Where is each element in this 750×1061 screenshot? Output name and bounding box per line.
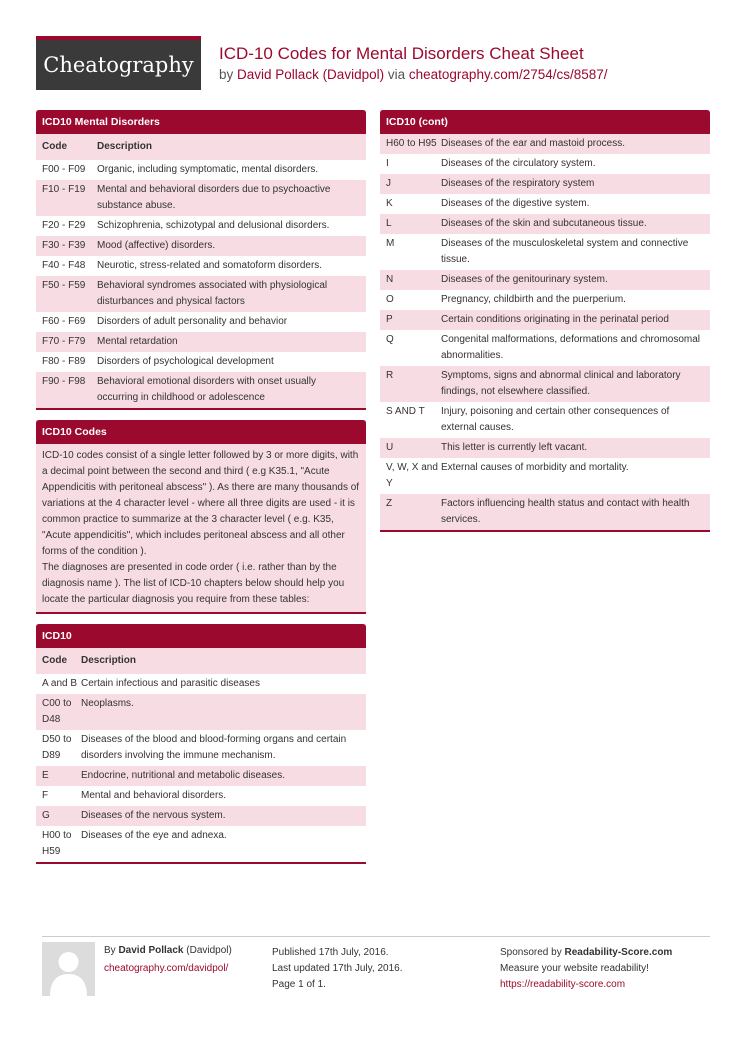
codes-paragraph-1: ICD-10 codes consist of a single letter followed by 3 or more digits, with a decimal point between the second and third ( e.g K35.1, "Acute Appendicitis with peritoneal abscess" ). As there are many thousands of variations at the 4 character level - where all three digits are used - it is common practice to summarize at the 3 character level ( e.g. K35, "Acute appendicitis", which includes peritoneal abscess and all other forms of the condition ).	[42, 450, 360, 557]
table-row	[380, 154, 710, 174]
row-description: Injury, poisoning and certain other consequences of external causes.	[441, 406, 670, 433]
row-code: I	[386, 158, 389, 169]
row-code: M	[386, 238, 395, 249]
section-title: ICD10 Codes	[36, 420, 366, 444]
table-row	[36, 766, 366, 786]
row-description: Behavioral syndromes associated with physiological disturbances and physical factors	[97, 280, 328, 307]
row-code: J	[386, 178, 391, 189]
table-row	[380, 214, 710, 234]
row-code: G	[42, 810, 50, 821]
codes-paragraph-2: The diagnoses are presented in code order ( i.e. rather than by the diagnosis name ). The list of ICD-10 chapters below should help you locate the particular diagnosis you require from these tables:	[42, 562, 345, 605]
row-code: P	[386, 314, 393, 325]
byline	[219, 67, 608, 82]
footer-author-name: David Pollack	[118, 945, 184, 956]
section-mental-disorders	[36, 110, 366, 410]
row-code: F80 - F89	[42, 356, 86, 367]
row-code: O	[386, 294, 394, 305]
row-code: F00 - F09	[42, 164, 86, 175]
table-row	[380, 134, 710, 154]
row-code: F60 - F69	[42, 316, 86, 327]
row-code: A and B	[42, 678, 78, 689]
row-description: Mood (affective) disorders.	[97, 240, 216, 251]
section-title: ICD10 Mental Disorders	[36, 110, 366, 134]
table-row	[380, 330, 710, 366]
table-header	[36, 648, 366, 674]
row-description: Neoplasms.	[81, 698, 134, 709]
byline-via: via	[387, 67, 406, 82]
row-description: Behavioral emotional disorders with onset usually occurring in childhood or adolescence	[97, 376, 317, 403]
row-description: Diseases of the skin and subcutaneous tissue.	[441, 218, 647, 229]
table-row	[36, 352, 366, 372]
row-description: This letter is currently left vacant.	[441, 442, 588, 453]
updated-date: Last updated 17th July, 2016.	[272, 963, 403, 974]
sponsor-prefix: Sponsored by	[500, 947, 562, 958]
row-description: Schizophrenia, schizotypal and delusional disorders.	[97, 220, 330, 231]
row-code: K	[386, 198, 393, 209]
cont-rows	[380, 134, 710, 530]
table-row	[36, 786, 366, 806]
row-description: Diseases of the circulatory system.	[441, 158, 596, 169]
section-icd10-codes	[36, 420, 366, 614]
table-row	[380, 194, 710, 214]
table-row	[36, 826, 366, 862]
row-code: F	[42, 790, 49, 801]
row-code: R	[386, 370, 394, 381]
table-row	[380, 290, 710, 310]
row-description: Diseases of the ear and mastoid process.	[441, 138, 625, 149]
sponsor-tagline: Measure your website readability!	[500, 963, 649, 974]
sponsor-name: Readability-Score.com	[564, 947, 673, 958]
sponsor-link[interactable]: https://readability-score.com	[500, 979, 626, 990]
row-code: Q	[386, 334, 394, 345]
table-row	[380, 494, 710, 530]
footer-by-label: By	[104, 945, 116, 956]
footer-author-handle: (Davidpol)	[186, 945, 232, 956]
row-code: F50 - F59	[42, 280, 86, 291]
table-row	[380, 366, 710, 402]
left-column	[36, 110, 366, 874]
row-description: Diseases of the musculoskeletal system and connective tissue.	[441, 238, 689, 265]
footer-divider	[42, 936, 710, 937]
table-row	[36, 276, 366, 312]
row-code: Z	[386, 498, 393, 509]
table-row	[380, 402, 710, 438]
row-code: C00 to D48	[42, 698, 72, 725]
row-code: V, W, X and Y	[386, 462, 438, 489]
col-desc-header: Description	[97, 141, 153, 152]
row-description: Mental retardation	[97, 336, 178, 347]
row-description: Mental and behavioral disorders due to psychoactive substance abuse.	[97, 184, 331, 211]
footer-sponsor	[500, 945, 672, 993]
row-description: Diseases of the respiratory system	[441, 178, 595, 189]
row-description: Certain conditions originating in the perinatal period	[441, 314, 669, 325]
row-code: D50 to D89	[42, 734, 72, 761]
row-code: H60 to H95	[386, 138, 437, 149]
row-description: Pregnancy, childbirth and the puerperium.	[441, 294, 626, 305]
icd-rows	[36, 674, 366, 862]
row-description: Diseases of the nervous system.	[81, 810, 226, 821]
col-desc-header: Description	[81, 655, 137, 666]
col-code-header: Code	[42, 655, 67, 666]
table-row	[380, 234, 710, 270]
table-row	[380, 438, 710, 458]
row-description: Diseases of the blood and blood-forming organs and certain disorders involving the immune mechanism.	[81, 734, 347, 761]
table-row	[36, 674, 366, 694]
row-description: Mental and behavioral disorders.	[81, 790, 227, 801]
footer-author-link[interactable]: cheatography.com/davidpol/	[104, 963, 229, 974]
table-row	[36, 216, 366, 236]
table-row	[36, 806, 366, 826]
section-icd10-cont	[380, 110, 710, 532]
author-link[interactable]: David Pollack (Davidpol)	[237, 67, 385, 82]
table-row	[380, 174, 710, 194]
row-description: Symptoms, signs and abnormal clinical and laboratory findings, not elsewhere classified.	[441, 370, 681, 397]
sheet-url-link[interactable]: cheatography.com/2754/cs/8587/	[408, 67, 608, 82]
sponsor-line	[500, 945, 672, 961]
person-silhouette-icon	[42, 942, 95, 996]
table-row	[36, 730, 366, 766]
table-row	[36, 332, 366, 352]
row-code: L	[386, 218, 392, 229]
row-code: F90 - F98	[42, 376, 86, 387]
footer-publish-info	[272, 945, 402, 993]
row-description: Neurotic, stress-related and somatoform disorders.	[97, 260, 323, 271]
row-description: Congenital malformations, deformations and chromosomal abnormalities.	[441, 334, 701, 361]
row-description: External causes of morbidity and mortality.	[441, 462, 629, 473]
row-description: Certain infectious and parasitic diseases	[81, 678, 260, 689]
page-title: ICD-10 Codes for Mental Disorders Cheat Sheet	[219, 44, 584, 63]
row-code: F40 - F48	[42, 260, 86, 271]
table-row	[36, 372, 366, 408]
row-code: U	[386, 442, 394, 453]
table-header	[36, 134, 366, 160]
row-description: Disorders of adult personality and behavior	[97, 316, 288, 327]
row-code: F70 - F79	[42, 336, 86, 347]
table-row	[36, 256, 366, 276]
row-description: Disorders of psychological development	[97, 356, 274, 367]
table-row	[36, 180, 366, 216]
row-code: F30 - F39	[42, 240, 86, 251]
row-code: N	[386, 274, 394, 285]
row-description: Diseases of the digestive system.	[441, 198, 590, 209]
table-row	[36, 160, 366, 180]
section-icd10	[36, 624, 366, 864]
table-row	[380, 270, 710, 290]
codes-description	[36, 444, 366, 612]
byline-by: by	[219, 67, 234, 82]
row-code: E	[42, 770, 49, 781]
section-title: ICD10 (cont)	[380, 110, 710, 134]
col-code-header: Code	[42, 141, 67, 152]
row-code: F10 - F19	[42, 184, 86, 195]
row-description: Diseases of the eye and adnexa.	[81, 830, 227, 841]
table-row	[380, 310, 710, 330]
footer-author	[104, 945, 232, 956]
row-description: Organic, including symptomatic, mental disorders.	[97, 164, 319, 175]
page-number: Page 1 of 1.	[272, 979, 326, 990]
row-code: F20 - F29	[42, 220, 86, 231]
mental-rows	[36, 160, 366, 408]
cheatography-logo[interactable]	[36, 36, 201, 90]
row-code: H00 to H59	[42, 830, 72, 857]
section-title: ICD10	[36, 624, 366, 648]
table-row	[380, 458, 710, 494]
table-row	[36, 694, 366, 730]
row-description: Endocrine, nutritional and metabolic diseases.	[81, 770, 286, 781]
row-description: Factors influencing health status and contact with health services.	[441, 498, 690, 525]
right-column	[380, 110, 710, 542]
published-date: Published 17th July, 2016.	[272, 947, 389, 958]
author-avatar[interactable]	[42, 942, 95, 996]
table-row	[36, 236, 366, 256]
logo-text: Cheatography	[43, 53, 194, 77]
table-row	[36, 312, 366, 332]
row-code: S AND T	[386, 406, 425, 417]
row-description: Diseases of the genitourinary system.	[441, 274, 608, 285]
